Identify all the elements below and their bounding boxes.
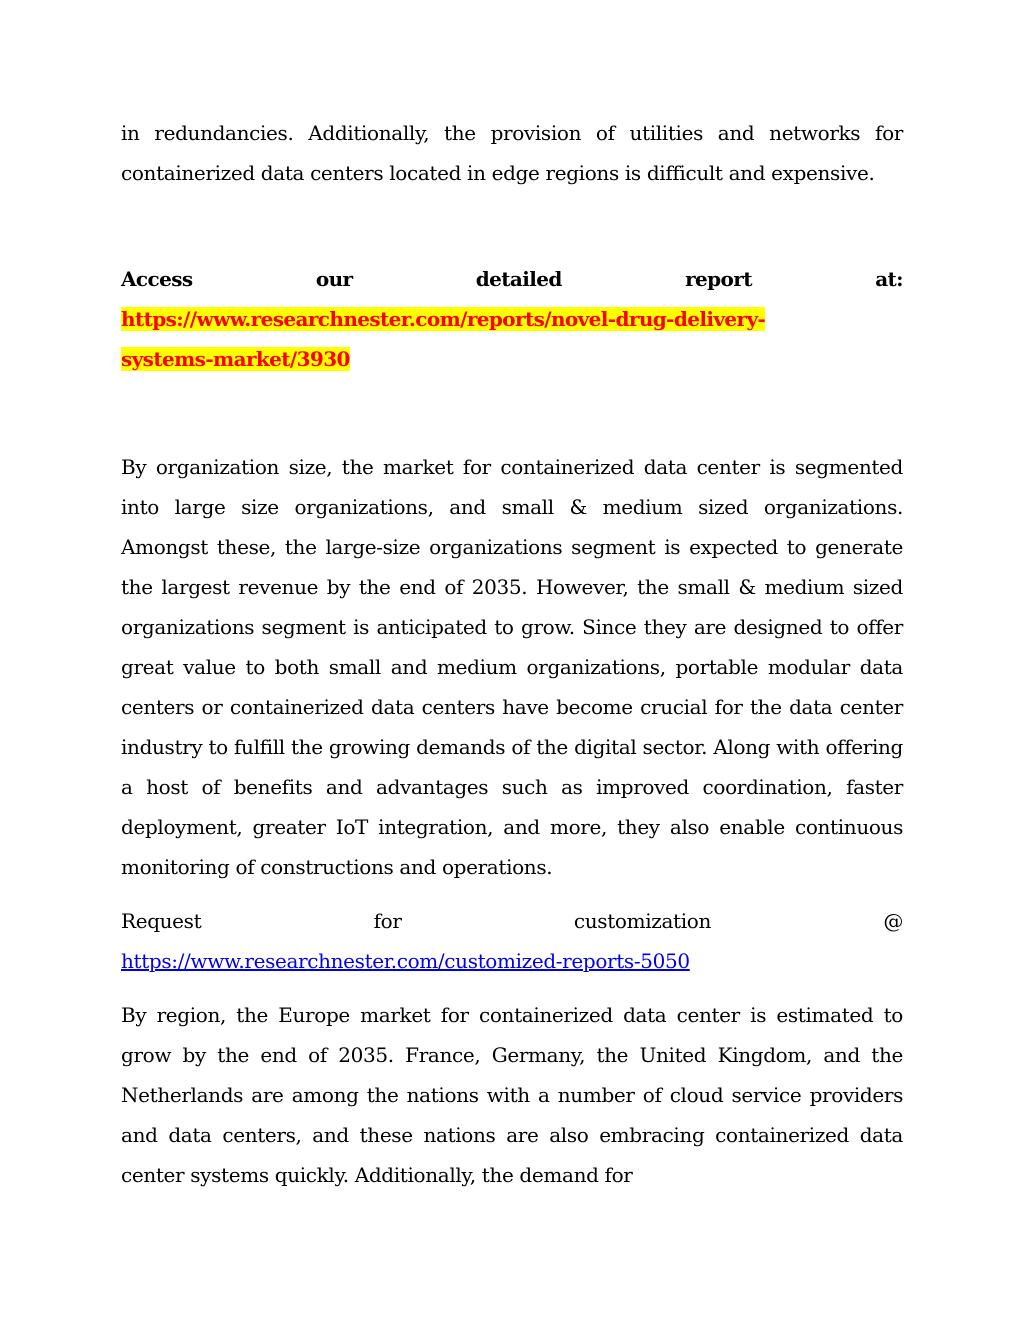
our-word: our (315, 267, 353, 291)
request-word: Request (121, 909, 202, 933)
customization-word: customization (573, 909, 711, 933)
report-link-line-1[interactable]: https://www.researchnester.com/reports/novel-drug-delivery- (121, 307, 766, 331)
for-word: for (373, 909, 402, 933)
customization-link[interactable]: https://www.researchnester.com/customized-reports-5050 (121, 949, 690, 973)
paragraph-redundancies: in redundancies. Additionally, the provision of utilities and networks for containerized data centers located in edge regions is difficult and expensive. (121, 121, 903, 185)
request-customization-paragraph (121, 901, 903, 981)
request-customization-line (121, 901, 903, 941)
report-link-line-2[interactable]: systems-market/3930 (121, 347, 350, 371)
report-word: report (685, 267, 752, 291)
detailed-word: detailed (475, 267, 562, 291)
access-report-paragraph (121, 259, 903, 379)
access-report-line (121, 259, 903, 299)
page-content (121, 113, 903, 1195)
paragraph-region: By region, the Europe market for containerized data center is estimated to grow by the end of 2035. France, Germany, the United Kingdom, and the Netherlands are among the nations with a number of cloud service providers and data centers, and these nations are also embracing containerized data center systems quickly. Additionally, the demand for (121, 1003, 903, 1187)
access-word: Access (121, 267, 193, 291)
at-sign: @ (883, 909, 903, 933)
paragraph-organization-size: By organization size, the market for containerized data center is segmented into large size organizations, and small & medium sized organizations. Amongst these, the large-size organizations segment is expected to generate the largest revenue by the end of 2035. However, the small & medium sized organizations segment is anticipated to grow. Since they are designed to offer great value to both small and medium organizations, portable modular data centers or containerized data centers have become crucial for the data center industry to fulfill the growing demands of the digital sector. Along with offering a host of benefits and advantages such as improved coordination, faster deployment, greater IoT integration, and more, they also enable continuous monitoring of constructions and operations. (121, 455, 903, 879)
at-word: at: (875, 267, 903, 291)
